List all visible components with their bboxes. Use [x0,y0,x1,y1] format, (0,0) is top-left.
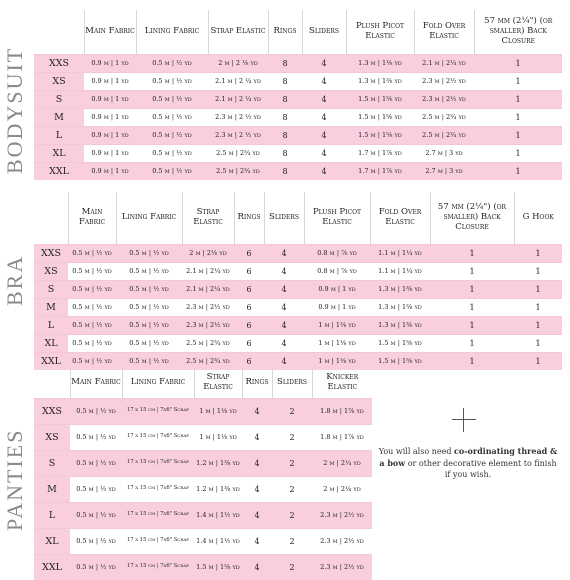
col-header: Rings [234,192,264,244]
table-cell: 6 [234,334,264,352]
size-cell: XL [34,528,70,554]
table-cell: 0.9 m | 1 yd [84,108,136,126]
table-cell: 0.5 m | ½ yd [68,316,116,334]
table-cell: 0.5 m | ½ yd [70,554,122,580]
table-cell: 1.5 m | 1⅝ yd [346,90,414,108]
table-cell: 1.1 m | 1¼ yd [370,244,430,262]
table-cell: 1 m | 1⅛ yd [304,316,370,334]
table-cell: 4 [302,126,346,144]
table-cell: 0.5 m | ½ yd [116,262,182,280]
table-cell: 2.3 m | 2½ yd [414,90,474,108]
table-cell: 1 [430,262,514,280]
size-cell: XXS [34,244,68,262]
table-cell: 1 [514,352,562,370]
table-cell: 1 m | 1⅛ yd [304,352,370,370]
table-cell: 1 [474,54,562,72]
table-cell: 2.5 m | 2¾ yd [208,144,268,162]
table-cell: 2.3 m | 2 ½ yd [208,126,268,144]
table-row [34,298,562,316]
table-cell: 2.5 m | 2¾ yd [208,162,268,180]
size-cell: L [34,502,70,528]
table-cell: 1 m | 1⅛ yd [194,424,242,450]
table-cell: 0.5 m | ½ yd [70,476,122,502]
panties-table [34,368,372,580]
table-cell: 1.2 m | 1⅜ yd [194,450,242,476]
table-cell: 0.5 m | ½ yd [70,450,122,476]
table-cell: 1 m | 1⅛ yd [304,334,370,352]
table-cell: 1 [474,162,562,180]
table-cell: 1 [430,352,514,370]
size-cell: M [34,108,84,126]
table-cell: 0.5 m | ½ yd [68,280,116,298]
table-cell: 2.3 m | 2½ yd [312,554,372,580]
table-row [34,398,372,424]
table-row [34,90,562,108]
table-row [34,126,562,144]
table-cell: 0.5 m | ½ yd [68,262,116,280]
table-cell: 2 [272,502,312,528]
table-row [34,334,562,352]
bodysuit-title: BODYSUIT [2,46,27,174]
table-cell: 0.5 m | ½ yd [116,316,182,334]
table-cell: 1.4 m | 1½ yd [194,528,242,554]
table-cell: 1.5 m | 1⅝ yd [346,108,414,126]
note-tail: or other decorative element to finish if you wish. [405,458,557,480]
col-header: Strap Elastic [194,368,242,398]
table-cell: 2.1 m | 2¼ yd [414,54,474,72]
table-cell: 8 [268,126,302,144]
table-row [34,280,562,298]
table-cell: 1.3 m | 1⅜ yd [370,298,430,316]
table-cell: 2.1 m | 2 ¼ yd [208,90,268,108]
col-header: Strap Elastic [182,192,234,244]
table-cell: 17 x 15 cm | 7x6" Scrap [122,398,194,424]
size-cell: M [34,476,70,502]
table-cell: 1.3 m | 1⅜ yd [346,54,414,72]
table-row [34,262,562,280]
table-row [34,54,562,72]
col-header: 57 mm (2¼") (or smaller) Back Closure [474,10,562,54]
table-cell: 6 [234,262,264,280]
table-cell: 4 [242,554,272,580]
table-row [34,476,372,502]
table-cell: 17 x 15 cm | 7x6" Scrap [122,528,194,554]
size-cell: XL [34,334,68,352]
table-cell: 0.9 m | 1 yd [84,162,136,180]
table-cell: 2 m | 2⅛ yd [182,244,234,262]
size-cell: XS [34,424,70,450]
table-cell: 4 [302,90,346,108]
col-header: Sliders [264,192,304,244]
table-cell: 2.1 m | 2¼ yd [182,262,234,280]
table-cell: 17 x 15 cm | 7x6" Scrap [122,554,194,580]
table-cell: 2.3 m | 2½ yd [182,298,234,316]
table-cell: 1 [430,298,514,316]
table-row [34,316,562,334]
table-cell: 1 [430,334,514,352]
col-header: Plush Picot Elastic [346,10,414,54]
extra-supplies-note [378,446,558,481]
bra-table [34,192,562,370]
table-cell: 1 [474,144,562,162]
plus-icon [452,408,476,432]
table-cell: 2 [272,554,312,580]
table-cell: 2.3 m | 2½ yd [414,72,474,90]
size-cell: L [34,126,84,144]
size-cell: XL [34,144,84,162]
table-cell: 8 [268,144,302,162]
table-cell: 0.5 m | ½ yd [136,162,208,180]
table-cell: 2.5 m | 2¾ yd [414,126,474,144]
table-cell: 0.8 m | ⅞ yd [304,244,370,262]
table-cell: 4 [264,334,304,352]
table-cell: 0.5 m | ½ yd [136,144,208,162]
table-cell: 1.5 m | 1⅝ yd [370,352,430,370]
col-header: Main Fabric [68,192,116,244]
table-cell: 0.8 m | ⅞ yd [304,262,370,280]
table-cell: 2.1 m | 2 ¼ yd [208,72,268,90]
table-cell: 8 [268,108,302,126]
table-row [34,554,372,580]
table-cell: 0.9 m | 1 yd [84,126,136,144]
table-cell: 4 [242,424,272,450]
table-cell: 4 [242,398,272,424]
table-cell: 1.1 m | 1¼ yd [370,262,430,280]
col-header: Rings [268,10,302,54]
bodysuit-table [34,10,562,180]
table-cell: 6 [234,352,264,370]
size-cell: XS [34,262,68,280]
table-cell: 6 [234,244,264,262]
table-row [34,144,562,162]
table-cell: 1 [474,126,562,144]
note-lead: You will also need [378,447,454,456]
col-header: Sliders [272,368,312,398]
table-cell: 4 [242,476,272,502]
table-cell: 0.5 m | ½ yd [136,126,208,144]
size-cell: XXS [34,54,84,72]
col-header: Rings [242,368,272,398]
table-cell: 2.3 m | 2½ yd [312,528,372,554]
table-cell: 1 m | 1⅛ yd [194,398,242,424]
table-cell: 1.8 m | 1⅞ yd [312,398,372,424]
table-row [34,162,562,180]
col-header: Fold Over Elastic [414,10,474,54]
table-cell: 4 [264,280,304,298]
table-cell: 2 [272,450,312,476]
table-cell: 0.5 m | ½ yd [68,298,116,316]
table-cell: 1.5 m | 1⅝ yd [346,126,414,144]
table-cell: 1 [514,298,562,316]
table-cell: 4 [302,72,346,90]
size-cell: XXL [34,554,70,580]
table-cell: 1 [514,262,562,280]
table-cell: 1.4 m | 1½ yd [194,502,242,528]
size-cell: XXL [34,162,84,180]
table-cell: 0.5 m | ½ yd [116,280,182,298]
table-cell: 1.7 m | 1⅞ yd [346,162,414,180]
table-cell: 4 [242,502,272,528]
size-cell: S [34,90,84,108]
table-cell: 6 [234,316,264,334]
table-cell: 0.5 m | ½ yd [136,108,208,126]
table-cell: 1.5 m | 1⅝ yd [370,334,430,352]
table-cell: 0.5 m | ½ yd [136,90,208,108]
table-cell: 2.3 m | 2½ yd [312,502,372,528]
col-header: Plush Picot Elastic [304,192,370,244]
table-cell: 1 [474,72,562,90]
table-cell: 17 x 15 cm | 7x6" Scrap [122,424,194,450]
table-row [34,72,562,90]
table-cell: 1 [514,334,562,352]
table-cell: 4 [264,352,304,370]
table-cell: 2.5 m | 2¾ yd [414,108,474,126]
col-header: Strap Elastic [208,10,268,54]
size-cell: XS [34,72,84,90]
table-cell: 4 [242,450,272,476]
size-cell: XXS [34,398,70,424]
bra-title: BRA [2,254,27,306]
table-cell: 1.3 m | 1⅜ yd [346,72,414,90]
table-cell: 6 [234,280,264,298]
table-cell: 0.9 m | 1 yd [84,72,136,90]
size-cell: XXL [34,352,68,370]
size-cell: S [34,280,68,298]
size-header [34,10,84,54]
table-cell: 17 x 15 cm | 7x6" Scrap [122,502,194,528]
table-row [34,244,562,262]
table-cell: 1 [474,108,562,126]
table-cell: 4 [264,244,304,262]
table-cell: 0.5 m | ½ yd [68,352,116,370]
table-cell: 2.3 m | 2 ½ yd [208,108,268,126]
table-cell: 4 [302,54,346,72]
size-cell: M [34,298,68,316]
table-cell: 17 x 15 cm | 7x6" Scrap [122,450,194,476]
table-cell: 2.1 m | 2¼ yd [182,280,234,298]
table-cell: 4 [264,262,304,280]
table-cell: 2 m | 2¼ yd [312,450,372,476]
table-cell: 0.5 m | ½ yd [116,298,182,316]
table-cell: 2.7 m | 3 yd [414,162,474,180]
size-cell: L [34,316,68,334]
table-cell: 0.5 m | ½ yd [70,502,122,528]
table-cell: 1 [430,280,514,298]
table-cell: 2 [272,424,312,450]
col-header: Sliders [302,10,346,54]
table-cell: 8 [268,90,302,108]
table-cell: 4 [302,162,346,180]
col-header: Fold Over Elastic [370,192,430,244]
table-cell: 0.5 m | ½ yd [136,72,208,90]
table-cell: 6 [234,298,264,316]
table-cell: 0.9 m | 1 yd [84,90,136,108]
size-header [34,368,70,398]
table-cell: 2.7 m | 3 yd [414,144,474,162]
table-cell: 0.9 m | 1 yd [84,54,136,72]
table-cell: 0.5 m | ½ yd [116,244,182,262]
table-cell: 0.5 m | ½ yd [136,54,208,72]
table-cell: 1.8 m | 1⅞ yd [312,424,372,450]
table-row [34,528,372,554]
table-cell: 4 [242,528,272,554]
table-cell: 1.3 m | 1⅜ yd [370,280,430,298]
table-cell: 1 [514,244,562,262]
table-row [34,450,372,476]
table-cell: 2 m | 2 ⅛ yd [208,54,268,72]
col-header: G Hook [514,192,562,244]
table-cell: 0.5 m | ½ yd [68,244,116,262]
table-row [34,502,372,528]
table-cell: 1.5 m | 1⅝ yd [194,554,242,580]
table-cell: 1 [514,280,562,298]
size-cell: S [34,450,70,476]
table-cell: 0.9 m | 1 yd [304,298,370,316]
col-header: Knicker Elastic [312,368,372,398]
table-cell: 4 [264,316,304,334]
panties-title: PANTIES [2,428,27,532]
table-row [34,108,562,126]
table-cell: 0.5 m | ½ yd [116,352,182,370]
table-cell: 1 [474,90,562,108]
table-cell: 1 [430,244,514,262]
table-cell: 1 [430,316,514,334]
table-cell: 4 [264,298,304,316]
table-cell: 4 [302,108,346,126]
table-cell: 2 m | 2¼ yd [312,476,372,502]
table-cell: 2.5 m | 2¾ yd [182,352,234,370]
col-header: Main Fabric [70,368,122,398]
table-cell: 0.9 m | 1 yd [84,144,136,162]
col-header: 57 mm (2¼") (or smaller) Back Closure [430,192,514,244]
table-cell: 2 [272,398,312,424]
table-cell: 0.5 m | ½ yd [70,398,122,424]
col-header: Lining Fabric [136,10,208,54]
table-cell: 4 [302,144,346,162]
table-cell: 0.5 m | ½ yd [68,334,116,352]
table-cell: 2.3 m | 2½ yd [182,316,234,334]
size-header [34,192,68,244]
col-header: Lining Fabric [116,192,182,244]
table-cell: 17 x 15 cm | 7x6" Scrap [122,476,194,502]
table-cell: 0.9 m | 1 yd [304,280,370,298]
table-cell: 0.5 m | ½ yd [70,424,122,450]
note-bold: co-ordinating thread & a bow [379,446,558,468]
table-cell: 0.5 m | ½ yd [116,334,182,352]
table-cell: 2 [272,528,312,554]
table-cell: 0.5 m | ½ yd [70,528,122,554]
col-header: Main Fabric [84,10,136,54]
col-header: Lining Fabric [122,368,194,398]
table-cell: 1.7 m | 1⅞ yd [346,144,414,162]
table-cell: 1 [514,316,562,334]
table-cell: 2.5 m | 2¾ yd [182,334,234,352]
table-cell: 1.3 m | 1⅜ yd [370,316,430,334]
table-cell: 2 [272,476,312,502]
table-cell: 8 [268,54,302,72]
table-row [34,424,372,450]
table-cell: 8 [268,72,302,90]
table-cell: 1.2 m | 1⅜ yd [194,476,242,502]
table-cell: 8 [268,162,302,180]
